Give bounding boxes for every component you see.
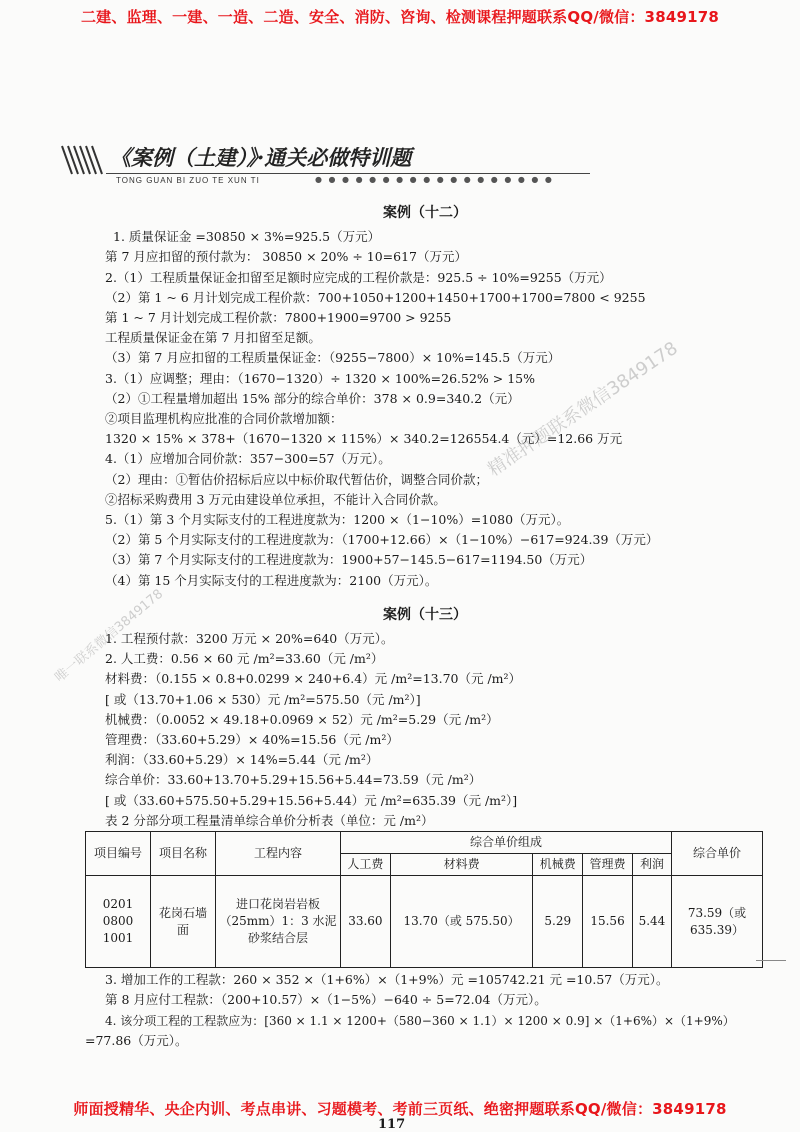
case13-title: 案例（十三） xyxy=(383,606,467,623)
case12-line: 3.（1）应调整；理由：（1670−1320）÷ 1320 × 100%=26.52% > 15% xyxy=(105,370,535,386)
page-number: 117 xyxy=(378,1117,406,1132)
table-cell-code: 0201 0800 1001 xyxy=(86,876,151,968)
table-subheader: 材料费 xyxy=(390,854,533,876)
case13-line: 综合单价：33.60+13.70+5.29+15.56+5.44=73.59（元 /m²） xyxy=(105,772,482,788)
table-header-total: 综合单价 xyxy=(672,832,763,876)
case13-line: 管理费：（33.60+5.29）× 40%=15.56（元 /m²） xyxy=(105,732,399,748)
case13-tail-line: 第 8 月应付工程款：（200+10.57）×（1−5%）−640 ÷ 5=72.04（万元）。 xyxy=(105,992,547,1008)
table-cell-profit: 5.44 xyxy=(632,876,671,968)
case12-line: 第 7 月应扣留的预付款为： 30850 × 20% ÷ 10=617（万元） xyxy=(105,249,468,265)
case12-line: ②项目监理机构应批准的合同价款增加额： xyxy=(105,411,343,427)
watermark: 唯一联系微信3849178 xyxy=(52,586,167,686)
edge-mark xyxy=(756,960,786,961)
case12-line: 2.（1）工程质量保证金扣留至足额时应完成的工程价款是：925.5 ÷ 10%=9255（万元） xyxy=(105,269,612,285)
case12-line: ②招标采购费用 3 万元由建设单位承担，不能计入合同价款。 xyxy=(105,491,446,507)
case12-line: 1320 × 15% × 378+（1670−1320 × 115%）× 340.2=126554.4（元）=12.66 万元 xyxy=(105,431,623,447)
page-content xyxy=(85,203,747,1051)
table-cell-mgmt: 15.56 xyxy=(583,876,633,968)
unit-price-analysis-table xyxy=(85,831,763,968)
watermark: 精准押题联系微信3849178 xyxy=(484,337,682,481)
table-caption: 表 2 分部分项工程量清单综合单价分析表（单位：元 /m²） xyxy=(105,812,434,828)
table-header-content: 工程内容 xyxy=(216,832,341,876)
table-cell-name: 花岗石墙面 xyxy=(151,876,216,968)
case12-line: （3）第 7 个月实际支付的工程进度款为：1900+57−145.5−617=1194.50（万元） xyxy=(105,552,593,568)
header-subtitle: TONG GUAN BI ZUO TE XUN TI xyxy=(116,176,260,185)
case12-line: 1. 质量保证金 =30850 × 3%=925.5（万元） xyxy=(113,229,381,245)
case13-line: 机械费：（0.0052 × 49.18+0.0969 × 52）元 /m²=5.29（元 /m²） xyxy=(105,711,499,727)
table-cell-labor: 33.60 xyxy=(341,876,391,968)
case13-line: [ 或（13.70+1.06 × 530）元 /m²=575.50（元 /m²）] xyxy=(105,691,421,707)
bottom-banner: 师面授精华、央企内训、考点串讲、习题模考、考前三页纸、绝密押题联系QQ/微信：3849178 xyxy=(73,1100,727,1118)
case12-title: 案例（十二） xyxy=(383,205,467,221)
table-header-name: 项目名称 xyxy=(151,832,216,876)
table-subheader: 机械费 xyxy=(533,854,583,876)
table-header-code: 项目编号 xyxy=(86,832,151,876)
case13-line: [ 或（33.60+575.50+5.29+15.56+5.44）元 /m²=635.39（元 /m²）] xyxy=(105,792,518,808)
case12-line: （2）①工程量增加超出 15% 部分的综合单价：378 × 0.9=340.2（元） xyxy=(105,390,520,406)
case12-line: （4）第 15 个月实际支付的工程进度款为：2100（万元）。 xyxy=(105,572,438,588)
case13-line: 材料费：（0.155 × 0.8+0.0299 × 240+6.4）元 /m²=13.70（元 /m²） xyxy=(105,671,522,687)
table-cell-content: 进口花岗岩岩板（25mm）1：3 水泥砂浆结合层 xyxy=(216,876,341,968)
top-banner: 二建、监理、一建、一造、二造、安全、消防、咨询、检测课程押题联系QQ/微信：3849178 xyxy=(80,8,720,26)
case12-body xyxy=(105,227,745,591)
table-subheader: 人工费 xyxy=(341,854,391,876)
case12-line: （2）第 1 ~ 6 月计划完成工程价款：700+1050+1200+1450+1700+1700=7800 < 9255 xyxy=(105,289,646,305)
case13-tail xyxy=(85,970,745,1051)
table-cell-total: 73.59（或 635.39） xyxy=(672,876,763,968)
case13-tail-line: =77.86（万元）。 xyxy=(85,1032,188,1048)
case12-line: 5.（1）第 3 个月实际支付的工程进度款为：1200 ×（1−10%）=1080（万元）。 xyxy=(105,512,570,528)
case13-tail-line: 4. 该分项工程的工程款应为：[360 × 1.1 × 1200+（580−360 × 1.1）× 1200 × 0.9] ×（1+6%）×（1+9%） xyxy=(105,1013,735,1028)
header-rule xyxy=(106,173,590,174)
case13-body xyxy=(105,629,745,831)
case12-line: （2）理由：①暂估价招标后应以中标价取代暂估价，调整合同价款； xyxy=(105,471,488,487)
case13-line: 1. 工程预付款：3200 万元 × 20%=640（万元）。 xyxy=(105,631,394,647)
header-stripes-decoration xyxy=(60,140,106,180)
header-dots-decoration: ● ● ● ● ● ● ● ● ● ● ● ● ● ● ● ● ● ● xyxy=(315,175,554,184)
case12-line: 第 1 ~ 7 月计划完成工程价款：7800+1900=9700 > 9255 xyxy=(105,310,452,326)
table-subheader: 利润 xyxy=(632,854,671,876)
table-cell-machine: 5.29 xyxy=(533,876,583,968)
case13-line: 利润：（33.60+5.29）× 14%=5.44（元 /m²） xyxy=(105,752,379,768)
book-header xyxy=(60,138,590,190)
case12-line: 工程质量保证金在第 7 月扣留至足额。 xyxy=(105,330,321,346)
table-subheader: 管理费 xyxy=(583,854,633,876)
table-header-group: 综合单价组成 xyxy=(341,832,672,854)
table-cell-material: 13.70（或 575.50） xyxy=(390,876,533,968)
case13-line: 2. 人工费：0.56 × 60 元 /m²=33.60（元 /m²） xyxy=(105,651,384,667)
case12-line: （2）第 5 个月实际支付的工程进度款为：（1700+12.66）×（1−10%）−617=924.39（万元） xyxy=(105,532,659,548)
case12-line: （3）第 7 月应扣留的工程质量保证金：（9255−7800）× 10%=145.5（万元） xyxy=(105,350,561,366)
case13-tail-line: 3. 增加工作的工程款：260 × 352 ×（1+6%）×（1+9%）元 =105742.21 元 =10.57（万元）。 xyxy=(105,972,669,988)
header-title: 《案例（土建）》·通关必做特训题 xyxy=(110,145,412,170)
case12-line: 4.（1）应增加合同价款：357−300=57（万元）。 xyxy=(105,451,391,467)
